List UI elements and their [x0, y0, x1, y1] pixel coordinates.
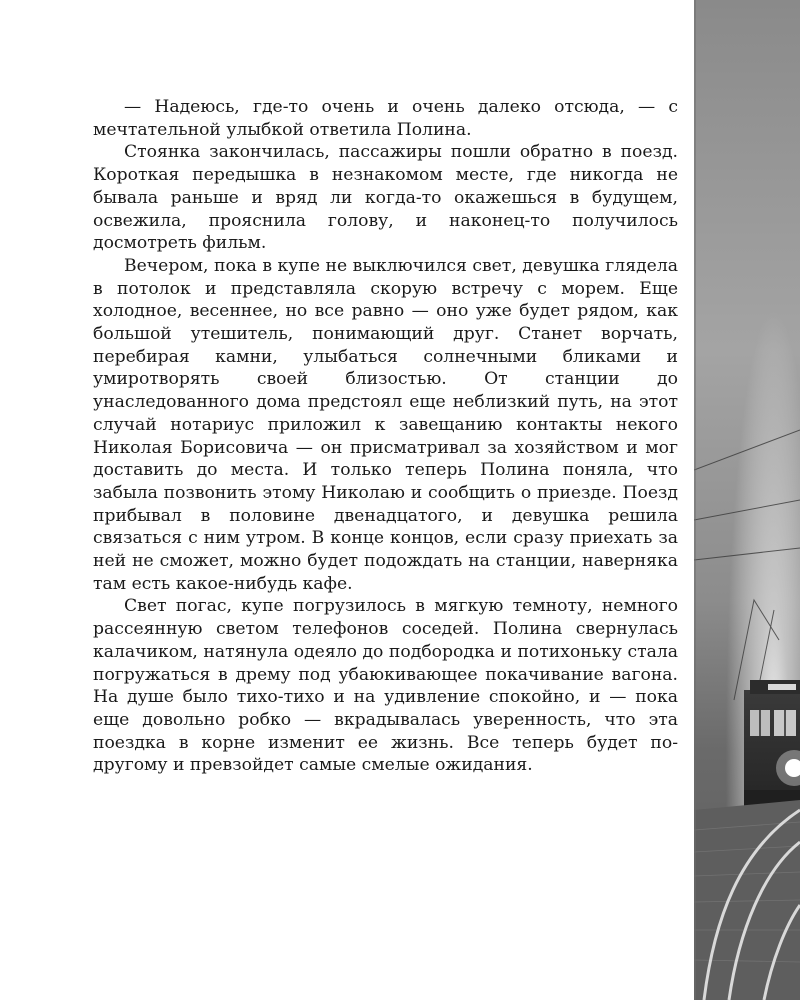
paragraph: Вечером, пока в купе не выключился свет, девушка глядела в потолок и представляла скорую встречу с морем. Еще холодное, весеннее, но все равно — оно уже будет рядом, как большой утешитель, понимающий друг. Станет ворчать, перебирая камни, улыбаться солнечными бликами и умиротворять своей близостью. От станции до унаследованного дома предстоял еще неблизкий путь, на этот случай нотариус приложил к завещанию контакты некого Николая Борисовича — он присматривал за хозяйством и мог доставить до места. И только теперь Полина поняла, что забыла позвонить этому Николаю и сообщить о приезде. Поезд прибывал в половине двенадцатого, и девушка решила связаться с ним утром. В конце концов, если сразу приехать за ней не сможет, можно будет подождать на станции, наверняка там есть какое-нибудь кафе.	[93, 255, 678, 594]
body-text	[93, 96, 678, 777]
tram-shape	[744, 680, 800, 806]
paragraph: Свет погас, купе погрузилось в мягкую темноту, немного рассеянную светом телефонов соседей. Полина свернулась калачиком, натянула одеяло до подбородка и потихоньку стала погружаться в дрему под убаюкивающее покачивание вагона. На душе было тихо-тихо и на удивление спокойно, и — пока еще довольно робко — вкрадывалась уверенность, что эта поездка в корне изменит ее жизнь. Все теперь будет по-другому и превзойдет самые смелые ожидания.	[93, 596, 678, 776]
paragraph: Стоянка закончилась, пассажиры пошли обратно в поезд. Короткая передышка в незнакомом месте, где никогда не бывала раньше и вряд ли когда-то окажешься в будущем, освежила, прояснила голову, и наконец-то получилось досмотреть фильм.	[93, 142, 678, 254]
paragraph: — Надеюсь, где-то очень и очень далеко отсюда, — с мечтательной улыбкой ответила Полина.	[93, 97, 678, 140]
tram-illustration	[694, 0, 800, 1000]
